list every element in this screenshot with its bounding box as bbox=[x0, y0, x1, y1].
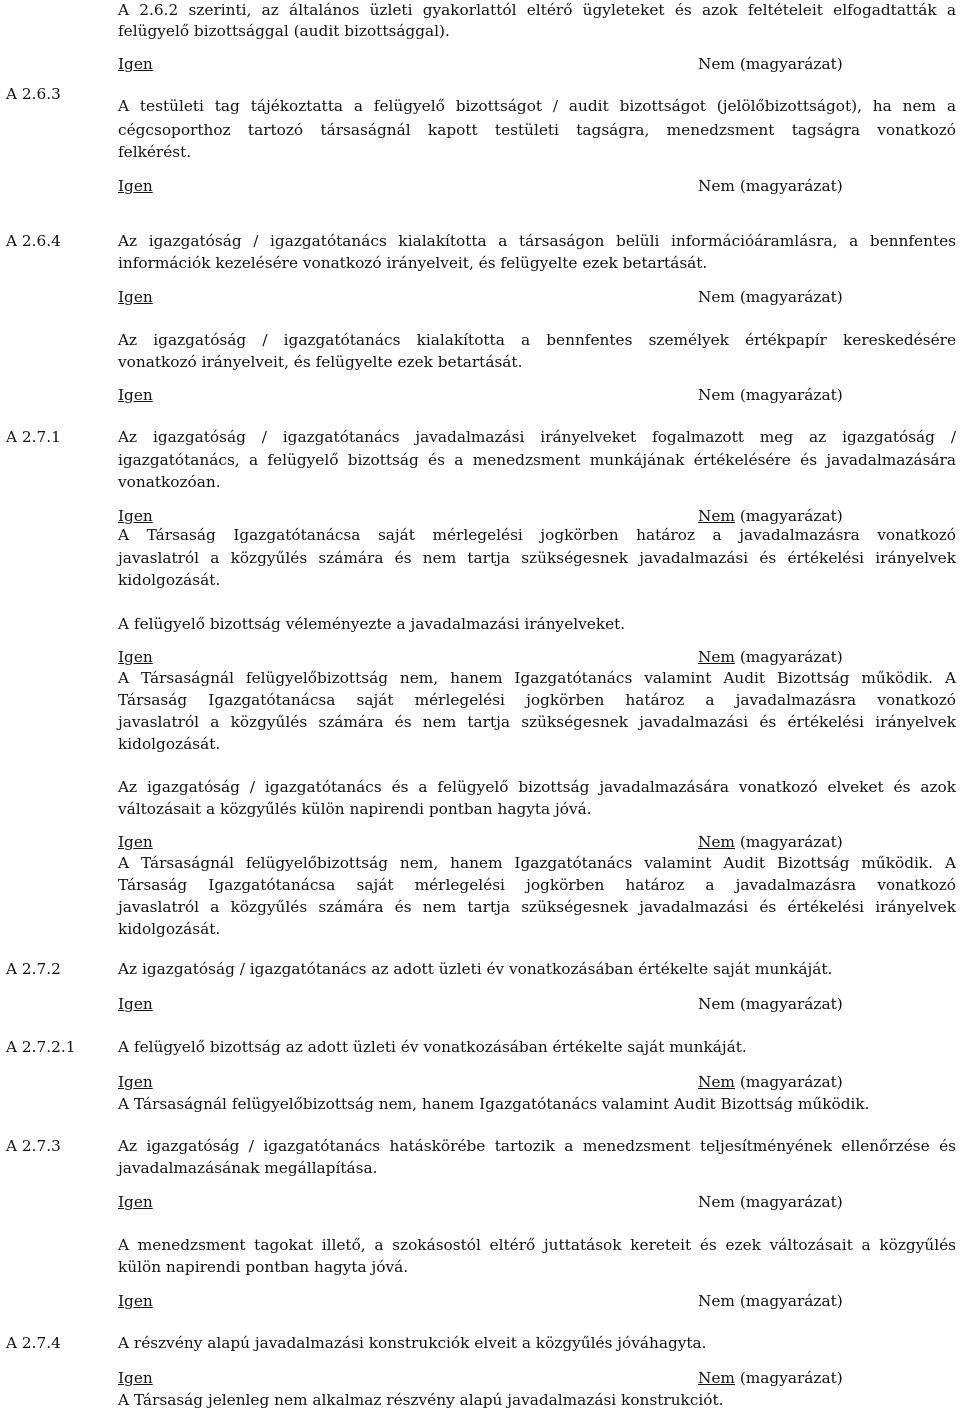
answer-nem-word[interactable]: Nem bbox=[698, 177, 735, 195]
answer-igen[interactable]: Igen bbox=[118, 1292, 153, 1310]
section-label-a2721: A 2.7.2.1 bbox=[6, 1038, 76, 1056]
answer-nem-word[interactable]: Nem bbox=[698, 1073, 735, 1091]
answer-igen[interactable]: Igen bbox=[118, 1369, 153, 1387]
answer-nem bbox=[698, 1368, 843, 1389]
text-line: javadalmazásának megállapítása. bbox=[118, 1159, 378, 1177]
answer-magyarazat: (magyarázat) bbox=[739, 507, 843, 525]
text-line: A testületi tag tájékoztatta a felügyelő bizottságot / audit bizottságot (jelölőbizottságot), ha nem a bbox=[118, 97, 956, 115]
text-line: Az igazgatóság / igazgatótanács javadalmazási irányelveket fogalmazott meg az igazgatóság / bbox=[118, 428, 956, 446]
text-line: Az igazgatóság / igazgatótanács és a felügyelő bizottság javadalmazására vonatkozó elveket és azok bbox=[118, 778, 956, 796]
answer-nem bbox=[698, 176, 843, 197]
text-line: igazgatótanács, a felügyelő bizottság és a menedzsment munkájának értékelésére és javadalmazására bbox=[118, 451, 956, 469]
answer-magyarazat: (magyarázat) bbox=[739, 386, 843, 404]
answer-nem bbox=[698, 54, 843, 75]
text-line: A Társaságnál felügyelőbizottság nem, hanem Igazgatótanács valamint Audit Bizottság működik. bbox=[118, 1095, 870, 1113]
text-line: kidolgozását. bbox=[118, 735, 221, 753]
section-label-a264: A 2.6.4 bbox=[6, 232, 61, 250]
text-line: A felügyelő bizottság az adott üzleti év vonatkozásában értékelte saját munkáját. bbox=[118, 1038, 747, 1056]
text-line: A Társaság jelenleg nem alkalmaz részvény alapú javadalmazási konstrukciót. bbox=[118, 1391, 724, 1409]
text-line: kidolgozását. bbox=[118, 571, 221, 589]
answer-igen[interactable]: Igen bbox=[118, 386, 153, 404]
text-line: A Társaság Igazgatótanácsa saját mérlegelési jogkörben határoz a javadalmazásra vonatkozó bbox=[118, 526, 956, 544]
text-line: Az igazgatóság / igazgatótanács az adott üzleti év vonatkozásában értékelte saját munkáját. bbox=[118, 960, 833, 978]
answer-igen[interactable]: Igen bbox=[118, 833, 153, 851]
text-line: vonatkozóan. bbox=[118, 473, 221, 491]
section-label-a272: A 2.7.2 bbox=[6, 960, 61, 978]
text-line: javaslatról a közgyűlés számára és nem tartja szükségesnek javadalmazási és értékelési irányelvek bbox=[118, 713, 956, 731]
answer-magyarazat: (magyarázat) bbox=[739, 55, 843, 73]
answer-magyarazat: (magyarázat) bbox=[739, 648, 843, 666]
answer-nem-word[interactable]: Nem bbox=[698, 55, 735, 73]
answer-igen[interactable]: Igen bbox=[118, 177, 153, 195]
answer-nem-word[interactable]: Nem bbox=[698, 1292, 735, 1310]
answer-igen[interactable]: Igen bbox=[118, 288, 153, 306]
text-line: A menedzsment tagokat illető, a szokásostól eltérő juttatások kereteit és ezek változásait a közgyűlés bbox=[118, 1236, 956, 1254]
answer-magyarazat: (magyarázat) bbox=[739, 833, 843, 851]
answer-nem-word[interactable]: Nem bbox=[698, 507, 735, 525]
answer-nem bbox=[698, 1192, 843, 1213]
text-line: javaslatról a közgyűlés számára és nem tartja szükségesnek javadalmazási és értékelési irányelvek bbox=[118, 898, 956, 916]
answer-igen[interactable]: Igen bbox=[118, 648, 153, 666]
text-line: cégcsoporthoz tartozó társaságnál kapott testületi tagságra, menedzsment tagságra vonatkozó bbox=[118, 121, 956, 139]
text-line: kidolgozását. bbox=[118, 920, 221, 938]
answer-nem-word[interactable]: Nem bbox=[698, 1193, 735, 1211]
text-line: Az igazgatóság / igazgatótanács hatáskörébe tartozik a menedzsment teljesítményének ellenőrzése és bbox=[118, 1137, 956, 1155]
text-line: A Társaságnál felügyelőbizottság nem, hanem Igazgatótanács valamint Audit Bizottság működik. A bbox=[118, 669, 956, 687]
text-line: felkérést. bbox=[118, 143, 192, 161]
text-line: változásait a közgyűlés külön napirendi pontban hagyta jóvá. bbox=[118, 800, 592, 818]
answer-magyarazat: (magyarázat) bbox=[739, 1369, 843, 1387]
answer-nem bbox=[698, 506, 843, 527]
text-line: vonatkozó irányelveit, és felügyelte ezek betartását. bbox=[118, 353, 523, 371]
section-label-a274: A 2.7.4 bbox=[6, 1334, 61, 1352]
text-line: Az igazgatóság / igazgatótanács kialakította a társaságon belüli információáramlásra, a bennfentes bbox=[118, 232, 956, 250]
answer-nem-word[interactable]: Nem bbox=[698, 833, 735, 851]
section-label-a263: A 2.6.3 bbox=[6, 85, 61, 103]
answer-nem-word[interactable]: Nem bbox=[698, 386, 735, 404]
answer-nem bbox=[698, 994, 843, 1015]
text-line: külön napirendi pontban hagyta jóvá. bbox=[118, 1258, 409, 1276]
text-line: javaslatról a közgyűlés számára és nem tartja szükségesnek javadalmazási és értékelési irányelvek bbox=[118, 549, 956, 567]
answer-magyarazat: (magyarázat) bbox=[739, 1073, 843, 1091]
answer-magyarazat: (magyarázat) bbox=[739, 177, 843, 195]
answer-igen[interactable]: Igen bbox=[118, 1193, 153, 1211]
text-line: információk kezelésére vonatkozó irányelveit, és felügyelte ezek betartását. bbox=[118, 254, 708, 272]
answer-nem-word[interactable]: Nem bbox=[698, 648, 735, 666]
answer-nem bbox=[698, 385, 843, 406]
answer-nem-word[interactable]: Nem bbox=[698, 288, 735, 306]
answer-igen[interactable]: Igen bbox=[118, 1073, 153, 1091]
answer-nem bbox=[698, 1072, 843, 1093]
section-label-a271: A 2.7.1 bbox=[6, 428, 61, 446]
answer-igen[interactable]: Igen bbox=[118, 995, 153, 1013]
answer-magyarazat: (magyarázat) bbox=[739, 1292, 843, 1310]
answer-nem-word[interactable]: Nem bbox=[698, 995, 735, 1013]
answer-nem bbox=[698, 832, 843, 853]
answer-nem bbox=[698, 647, 843, 668]
answer-nem bbox=[698, 287, 843, 308]
text-line: felügyelő bizottsággal (audit bizottsággal). bbox=[118, 22, 450, 40]
text-line: Az igazgatóság / igazgatótanács kialakította a bennfentes személyek értékpapír kereskedésére bbox=[118, 331, 956, 349]
text-line: Társaság Igazgatótanácsa saját mérlegelési jogkörben határoz a javadalmazásra vonatkozó bbox=[118, 876, 956, 894]
section-label-a273: A 2.7.3 bbox=[6, 1137, 61, 1155]
text-line: A részvény alapú javadalmazási konstrukciók elveit a közgyűlés jóváhagyta. bbox=[118, 1334, 707, 1352]
answer-magyarazat: (magyarázat) bbox=[739, 995, 843, 1013]
answer-magyarazat: (magyarázat) bbox=[739, 1193, 843, 1211]
text-line: A 2.6.2 szerinti, az általános üzleti gyakorlattól eltérő ügyleteket és azok feltételeit elfogadtatták a bbox=[118, 1, 956, 19]
answer-nem bbox=[698, 1291, 843, 1312]
text-line: A Társaságnál felügyelőbizottság nem, hanem Igazgatótanács valamint Audit Bizottság működik. A bbox=[118, 854, 956, 872]
answer-nem-word[interactable]: Nem bbox=[698, 1369, 735, 1387]
answer-igen[interactable]: Igen bbox=[118, 507, 153, 525]
answer-igen[interactable]: Igen bbox=[118, 55, 153, 73]
text-line: A felügyelő bizottság véleményezte a javadalmazási irányelveket. bbox=[118, 615, 626, 633]
text-line: Társaság Igazgatótanácsa saját mérlegelési jogkörben határoz a javadalmazásra vonatkozó bbox=[118, 691, 956, 709]
answer-magyarazat: (magyarázat) bbox=[739, 288, 843, 306]
